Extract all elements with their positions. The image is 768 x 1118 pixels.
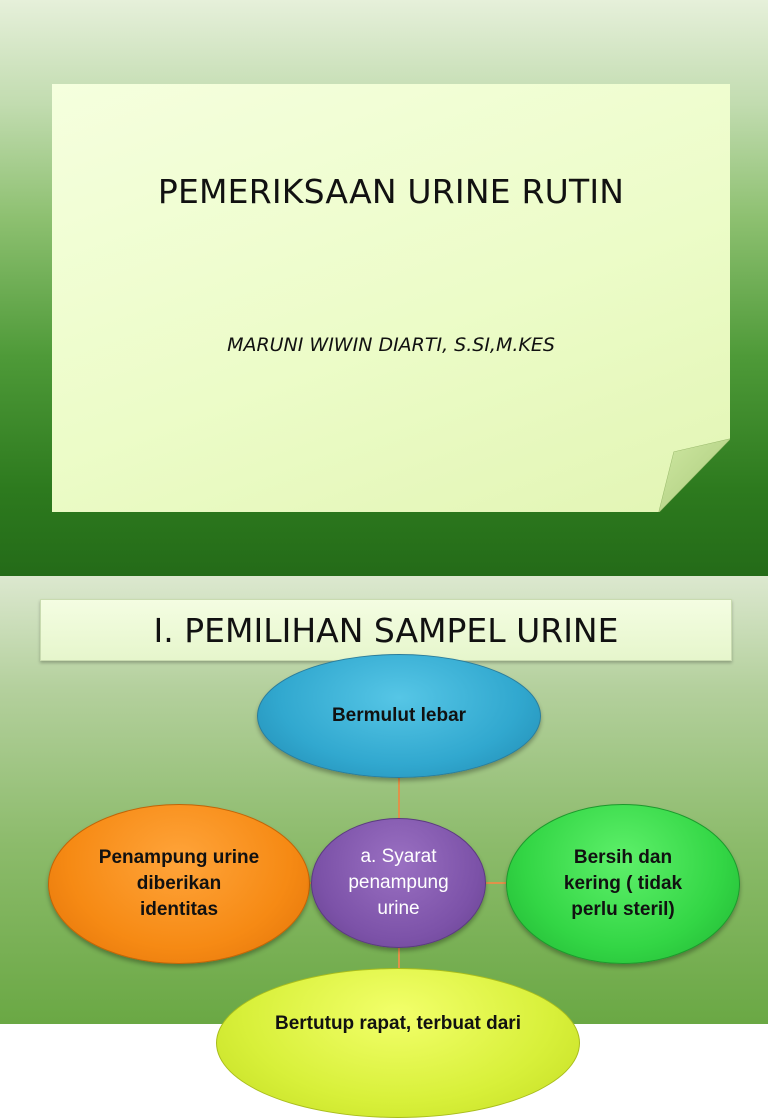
- sticky-note-panel: [52, 84, 730, 512]
- oval-container-requirements: [311, 818, 486, 948]
- connector-bottom: [398, 948, 400, 970]
- connector-top: [398, 778, 400, 820]
- page-curl-icon: [52, 84, 730, 512]
- presentation-title: PEMERIKSAAN URINE RUTIN: [157, 172, 625, 211]
- oval-center-line-1: a. Syarat: [360, 846, 437, 867]
- oval-top-label: Bermulut lebar: [331, 705, 467, 726]
- oval-bottom-label: Bertutup rapat, terbuat dari: [275, 1013, 521, 1034]
- oval-center-line-3: urine: [377, 898, 420, 919]
- author-name: MARUNI WIWIN DIARTI, S.SI,M.KES: [227, 334, 555, 356]
- connector-right: [485, 882, 507, 884]
- oval-clean-dry: [506, 804, 740, 964]
- oval-right-line-3: perlu steril): [571, 899, 675, 920]
- oval-left-line-2: diberikan: [136, 873, 222, 894]
- oval-left-line-1: Penampung urine: [98, 847, 260, 868]
- oval-left-line-3: identitas: [139, 899, 219, 920]
- oval-container-identity: [48, 804, 310, 964]
- oval-tightly-closed: [216, 968, 580, 1118]
- oval-wide-mouth: [257, 654, 541, 778]
- slide-title-box: [40, 599, 732, 661]
- slide-title: I. PEMILIHAN SAMPEL URINE: [153, 611, 619, 650]
- oval-center-line-2: penampung: [348, 872, 449, 893]
- content-slide: [0, 576, 768, 1034]
- oval-right-line-1: Bersih dan: [573, 847, 673, 868]
- oval-right-line-2: kering ( tidak: [563, 873, 683, 894]
